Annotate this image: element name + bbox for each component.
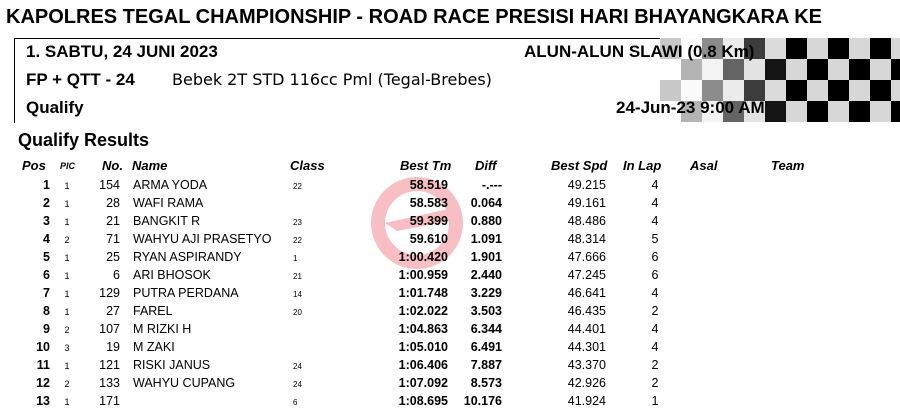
checker-square xyxy=(891,59,900,80)
checker-square xyxy=(681,59,702,80)
table-row xyxy=(0,196,900,214)
result-pos: 4 xyxy=(43,232,50,246)
result-diff: 1.901 xyxy=(470,250,502,264)
result-pic: 1 xyxy=(64,253,70,263)
result-number: 121 xyxy=(99,358,120,372)
result-diff: 3.229 xyxy=(470,286,502,300)
table-row xyxy=(0,268,900,286)
result-best-time: 1:05.010 xyxy=(398,340,448,354)
result-best-time: 1:01.748 xyxy=(398,286,448,300)
col-team: Team xyxy=(771,158,805,173)
result-best-time: 1:07.092 xyxy=(398,376,448,390)
result-best-time: 58.519 xyxy=(409,178,448,192)
result-number: 154 xyxy=(99,178,120,192)
result-best-speed: 47.666 xyxy=(567,250,606,264)
result-name: WAHYU AJI PRASETYO xyxy=(133,232,272,246)
checker-square xyxy=(828,38,849,59)
result-diff: 6.344 xyxy=(470,322,502,336)
result-pic: 2 xyxy=(64,325,70,335)
checker-square xyxy=(891,80,900,101)
result-pos: 8 xyxy=(43,304,50,318)
checker-square xyxy=(849,101,870,122)
result-name: RISKI JANUS xyxy=(133,358,211,372)
result-best-speed: 49.161 xyxy=(567,196,606,210)
checker-square xyxy=(870,59,891,80)
venue: ALUN-ALUN SLAWI (0.8 Km) xyxy=(524,42,755,61)
result-class: 22 xyxy=(293,182,302,191)
result-best-speed: 47.245 xyxy=(567,268,606,282)
checker-square xyxy=(786,101,807,122)
result-pos: 6 xyxy=(43,268,50,282)
session-code: FP + QTT - 24 xyxy=(26,70,135,89)
result-best-speed: 41.924 xyxy=(567,394,606,408)
result-in-lap: 4 xyxy=(651,340,659,354)
result-class: 6 xyxy=(293,398,298,407)
result-name: WAHYU CUPANG xyxy=(133,376,236,390)
checker-square xyxy=(807,59,828,80)
result-pic: 1 xyxy=(64,181,70,191)
result-pos: 1 xyxy=(43,178,50,192)
result-name: FAREL xyxy=(133,304,173,318)
result-in-lap: 2 xyxy=(651,358,659,372)
result-name: ARMA YODA xyxy=(133,178,208,192)
result-name: M ZAKI xyxy=(133,340,175,354)
result-in-lap: 2 xyxy=(651,376,659,390)
result-best-time: 58.583 xyxy=(409,196,448,210)
result-diff: 7.887 xyxy=(470,358,502,372)
result-best-speed: 44.301 xyxy=(567,340,606,354)
result-diff: 8.573 xyxy=(470,376,502,390)
result-pos: 13 xyxy=(36,394,50,408)
result-best-speed: 49.215 xyxy=(567,178,606,192)
checker-square xyxy=(786,38,807,59)
result-class: 23 xyxy=(293,218,302,227)
result-number: 71 xyxy=(106,232,120,246)
result-best-speed: 43.370 xyxy=(567,358,606,372)
col-asal: Asal xyxy=(690,158,718,173)
checker-square xyxy=(870,38,891,59)
col-class: Class xyxy=(290,158,325,173)
checker-square xyxy=(828,101,849,122)
result-name: RYAN ASPIRANDY xyxy=(133,250,242,264)
result-pos: 3 xyxy=(43,214,50,228)
checker-square xyxy=(870,101,891,122)
result-best-speed: 48.486 xyxy=(567,214,606,228)
checker-square xyxy=(765,38,786,59)
table-row xyxy=(0,376,900,394)
col-pos: Pos xyxy=(22,158,46,173)
result-number: 19 xyxy=(106,340,120,354)
col-name: Name xyxy=(132,158,168,173)
result-in-lap: 2 xyxy=(651,304,659,318)
result-diff: 3.503 xyxy=(470,304,502,318)
result-pic: 2 xyxy=(64,235,70,245)
result-number: 6 xyxy=(113,268,120,282)
result-number: 28 xyxy=(106,196,120,210)
checker-square xyxy=(849,80,870,101)
table-row xyxy=(0,304,900,322)
result-name: M RIZKI H xyxy=(133,322,192,336)
checker-square xyxy=(849,38,870,59)
table-row xyxy=(0,214,900,232)
result-number: 25 xyxy=(106,250,120,264)
result-diff: -.--- xyxy=(481,178,502,192)
result-in-lap: 4 xyxy=(651,196,659,210)
result-diff: 10.176 xyxy=(463,394,502,408)
checker-square xyxy=(786,59,807,80)
result-pos: 9 xyxy=(43,322,50,336)
result-best-speed: 42.926 xyxy=(567,376,606,390)
result-pos: 5 xyxy=(43,250,50,264)
result-pic: 1 xyxy=(64,199,70,209)
result-in-lap: 4 xyxy=(651,286,659,300)
checker-square xyxy=(660,59,681,80)
table-row xyxy=(0,322,900,340)
session-date: 1. SABTU, 24 JUNI 2023 xyxy=(26,42,218,61)
result-class: 14 xyxy=(293,290,302,299)
result-pic: 1 xyxy=(64,289,70,299)
session-datetime: 24-Jun-23 9:00 AM xyxy=(616,98,765,117)
result-pic: 2 xyxy=(64,379,70,389)
result-class: 21 xyxy=(293,272,302,281)
table-row xyxy=(0,232,900,250)
result-best-time: 1:00.420 xyxy=(398,250,448,264)
checker-square xyxy=(786,80,807,101)
result-pic: 1 xyxy=(64,307,70,317)
table-row xyxy=(0,358,900,376)
result-best-time: 59.399 xyxy=(409,214,448,228)
result-pos: 11 xyxy=(36,358,50,372)
checker-square xyxy=(765,80,786,101)
result-class: 22 xyxy=(293,236,302,245)
result-name: BANGKIT R xyxy=(133,214,201,228)
checker-square xyxy=(849,59,870,80)
result-number: 21 xyxy=(106,214,120,228)
checker-square xyxy=(765,59,786,80)
checker-square xyxy=(807,38,828,59)
result-pic: 1 xyxy=(64,361,70,371)
col-no: No. xyxy=(102,158,123,173)
result-class: 24 xyxy=(293,362,302,371)
result-best-speed: 48.314 xyxy=(567,232,606,246)
result-in-lap: 4 xyxy=(651,322,659,336)
table-row xyxy=(0,250,900,268)
result-pos: 2 xyxy=(43,196,50,210)
result-best-speed: 44.401 xyxy=(567,322,606,336)
result-best-time: 1:00.959 xyxy=(398,268,448,282)
result-number: 129 xyxy=(99,286,120,300)
checker-square xyxy=(891,101,900,122)
checker-square xyxy=(723,59,744,80)
result-in-lap: 4 xyxy=(651,214,659,228)
table-row xyxy=(0,340,900,358)
result-class: 1 xyxy=(293,254,298,263)
result-pic: 1 xyxy=(64,271,70,281)
table-row xyxy=(0,286,900,304)
result-best-speed: 46.435 xyxy=(567,304,606,318)
result-best-time: 1:08.695 xyxy=(398,394,448,408)
result-best-time: 59.610 xyxy=(409,232,448,246)
result-diff: 1.091 xyxy=(470,232,502,246)
checker-square xyxy=(807,101,828,122)
result-class: 20 xyxy=(293,308,302,317)
checker-square xyxy=(870,80,891,101)
result-best-time: 1:02.022 xyxy=(398,304,448,318)
col-in-lap: In Lap xyxy=(623,158,662,173)
result-pic: 1 xyxy=(64,217,70,227)
result-name: PUTRA PERDANA xyxy=(133,286,239,300)
result-best-speed: 46.641 xyxy=(567,286,606,300)
event-title: KAPOLRES TEGAL CHAMPIONSHIP - ROAD RACE PRESISI HARI BHAYANGKARA KE xyxy=(6,6,823,28)
result-pos: 10 xyxy=(36,340,50,354)
result-number: 107 xyxy=(99,322,120,336)
result-best-time: 1:06.406 xyxy=(398,358,448,372)
result-name: WAFI RAMA xyxy=(133,196,204,210)
result-number: 133 xyxy=(99,376,120,390)
result-diff: 0.880 xyxy=(470,214,502,228)
result-in-lap: 5 xyxy=(651,232,659,246)
checker-square xyxy=(807,80,828,101)
result-in-lap: 1 xyxy=(651,394,659,408)
result-in-lap: 4 xyxy=(651,178,659,192)
result-number: 171 xyxy=(99,394,120,408)
checker-square xyxy=(891,38,900,59)
result-pos: 7 xyxy=(43,286,50,300)
session-type: Qualify xyxy=(26,98,84,117)
result-pic: 3 xyxy=(64,343,70,353)
result-diff: 6.491 xyxy=(470,340,502,354)
col-best-spd: Best Spd xyxy=(551,158,608,173)
result-name: ARI BHOSOK xyxy=(133,268,211,282)
result-pic: 1 xyxy=(64,397,70,407)
section-title: Qualify Results xyxy=(18,130,150,150)
result-in-lap: 6 xyxy=(651,268,659,282)
col-best-tm: Best Tm xyxy=(400,158,452,173)
table-row xyxy=(0,394,900,412)
checker-square xyxy=(702,59,723,80)
table-row xyxy=(0,178,900,196)
result-diff: 0.064 xyxy=(470,196,502,210)
checker-square xyxy=(744,59,765,80)
result-diff: 2.440 xyxy=(470,268,502,282)
checker-square xyxy=(828,59,849,80)
checker-square xyxy=(828,80,849,101)
class-name: Bebek 2T STD 116cc Pml (Tegal-Brebes) xyxy=(172,70,492,89)
result-pos: 12 xyxy=(36,376,50,390)
result-in-lap: 6 xyxy=(651,250,659,264)
col-diff: Diff xyxy=(475,158,497,173)
result-best-time: 1:04.863 xyxy=(398,322,448,336)
col-pic: PIC xyxy=(60,161,76,171)
checker-square xyxy=(765,101,786,122)
result-number: 27 xyxy=(106,304,120,318)
result-class: 24 xyxy=(293,380,302,389)
